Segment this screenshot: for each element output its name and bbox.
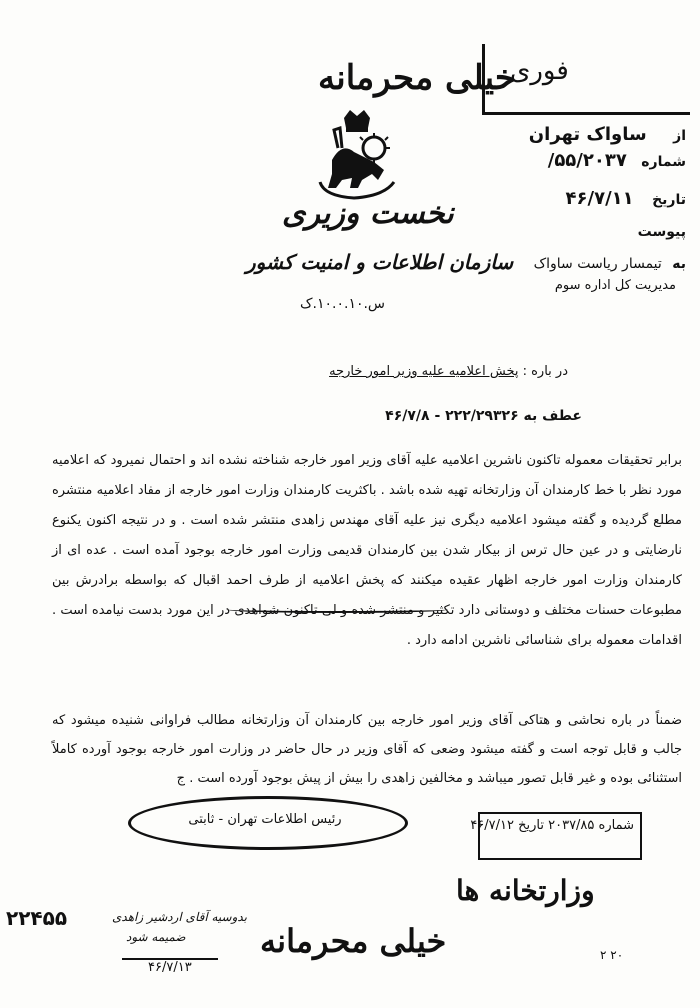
from-row (480, 124, 686, 145)
number-row (480, 150, 686, 171)
date-row (480, 188, 686, 209)
attachment-row (480, 224, 686, 240)
margin-note-2: ضمیمه شود (126, 930, 186, 944)
date-value: ۴۶/۷/۱۱ (565, 188, 634, 209)
classification-bottom: خیلی محرمانه (260, 922, 447, 960)
ministry-stamp: وزارتخانه ها (456, 874, 595, 907)
margin-note: بدوسیه آقای اردشیر زاهدی (112, 910, 248, 924)
urgent-stamp: فوری (510, 56, 569, 86)
received-stamp: شماره ۲۰۳۷/۸۵ تاریخ ۴۶/۷/۱۲ (470, 818, 634, 833)
reference-code: س.۱۰.۰.۱۰.ک (300, 296, 386, 312)
number-value: ۵۵/۲۰۳۷/ (547, 150, 627, 171)
handwritten-underline (226, 606, 448, 613)
margin-date: ۴۶/۷/۱۳ (148, 960, 192, 975)
org-main-title: نخست وزیری (282, 196, 454, 231)
from-label: از (673, 128, 686, 144)
subject-label: در باره : (522, 364, 568, 379)
date-label: تاریخ (652, 192, 686, 208)
margin-number: ۲۲۴۵۵ (6, 906, 68, 930)
org-sub-title: سازمان اطلاعات و امنیت کشور (246, 250, 514, 274)
body-paragraph-1: برابر تحقیقات معموله تاکنون ناشرین اعلامیه علیه آقای وزیر امور خارجه شناخته نشده اند و احتمال نمیرود که اعلامیه مورد نظر با خط کارمندان آن وزارتخانه تهیه شده باشد . باکثریت کارمندان وزارت امور خارجه از مفاد اعلامیه منتشره مطلع گردیده و گفته میشود اعلامیه دیگری نیز علیه آقای مهندس زاهدی منتشر شده است . و در نتیجه اکنون یکنوع نارضایتی و در عین حال ترس از بیکار شدن بین کارمندان قدیمی وزارت امور خارجه بوجود آمده است . عده ای از کارمندان وزارت امور خارجه اظهار عقیده میکنند که پخش اعلامیه از طرف احمد اقبال که بواسطه برادرش بین مطبوعات حسنات مختلف و دوستانی دارد تکثیر و منتشر شده و لی تاکنون شواهدی در این مورد بدست نیامده است . اقدامات معموله برای شناسائی ناشرین ادامه دارد . (52, 453, 682, 648)
number-label: شماره (641, 154, 686, 170)
lion-and-sun-emblem-icon (314, 108, 400, 204)
subject-value: پخش اعلامیه علیه وزیر امور خارجه (329, 364, 519, 379)
to-label: به (672, 256, 686, 272)
reference-line: عطف به ۲۲۲/۲۹۳۲۶ - ۴۶/۷/۸ (385, 408, 582, 424)
signature: رئیس اطلاعات تهران - ثابتی (188, 812, 342, 827)
corner-mark: ۲ ۲۰ (600, 948, 624, 962)
attachment-label: پیوست (637, 224, 686, 240)
classification-top: خیلی محرمانه (318, 58, 516, 98)
body-paragraph-2: ضمناً در باره نحاشی و هتاکی آقای وزیر امور خارجه بین کارمندان آن وزارتخانه مطالب فراوانی شنیده میشود که جالب و قابل توجه است و گفته میشود وضعی که آقای وزیر در حال حاضر در وزارت امور خارجه بوجود آورده کاملاً استثنائی بوده و غیر قابل تصور میباشد و مخالفین زاهدی را بیش از پیش بوجود آورده است . ج (52, 713, 682, 786)
from-value: ساواک تهران (528, 124, 647, 145)
to-value: تیمسار ریاست ساواک (533, 256, 662, 272)
to-row (440, 256, 686, 272)
to-row-2: مدیریت کل اداره سوم (554, 278, 676, 293)
subject-line (0, 364, 568, 379)
